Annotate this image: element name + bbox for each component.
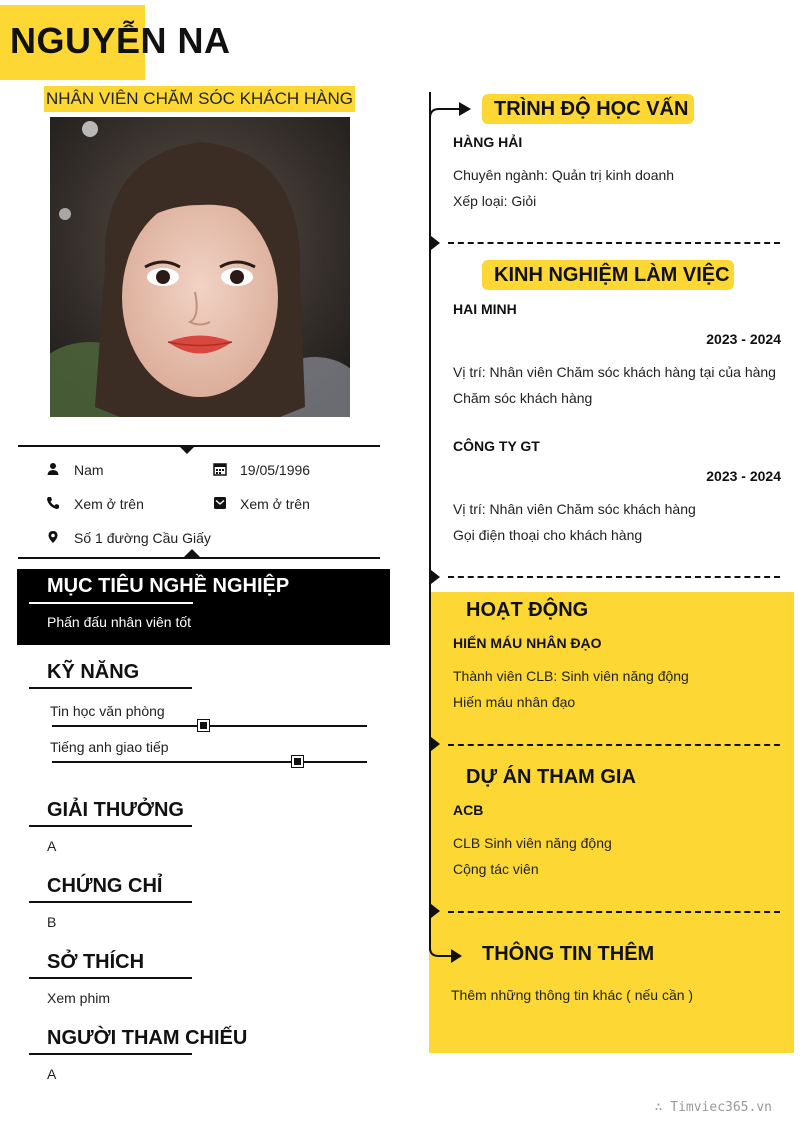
profile-photo-illustration xyxy=(50,117,350,417)
education-major: Chuyên ngành: Quản trị kinh doanh xyxy=(453,167,675,183)
references-text: A xyxy=(47,1066,57,1082)
job-position: Vị trí: Nhân viên Chăm sóc khách hàng tại của hàng xyxy=(453,364,776,380)
contact-birthday: 19/05/1996 xyxy=(240,462,311,478)
extra-text: Thêm những thông tin khác ( nếu cần ) xyxy=(451,987,694,1003)
contact-top-divider xyxy=(18,445,380,447)
user-icon xyxy=(46,462,60,476)
projects-line: CLB Sinh viên năng động xyxy=(453,835,612,851)
timeline-marker xyxy=(431,236,440,250)
skills-title: KỸ NĂNG xyxy=(47,661,140,683)
section-divider xyxy=(448,576,780,578)
references-title: NGƯỜI THAM CHIẾU xyxy=(47,1027,248,1049)
section-divider xyxy=(448,242,780,244)
objective-text: Phấn đấu nhân viên tốt xyxy=(47,614,192,630)
activities-line: Thành viên CLB: Sinh viên năng động xyxy=(453,668,689,684)
timeline-marker xyxy=(431,904,440,918)
timeline-marker xyxy=(431,737,440,751)
phone-icon xyxy=(46,496,60,510)
education-school: HÀNG HẢI xyxy=(453,134,523,150)
projects-name: ACB xyxy=(453,802,484,818)
map-pin-icon xyxy=(46,530,60,544)
extra-title: THÔNG TIN THÊM xyxy=(482,943,655,965)
activities-title: HOẠT ĐỘNG xyxy=(466,599,589,621)
contact-top-arrow xyxy=(179,446,195,454)
contact-email: Xem ở trên xyxy=(240,496,310,512)
awards-text: A xyxy=(47,838,57,854)
hobbies-title: SỞ THÍCH xyxy=(47,951,145,973)
skill-name: Tiếng anh giao tiếp xyxy=(50,739,169,755)
job-description: Gọi điện thoại cho khách hàng xyxy=(453,527,643,543)
job-years: 2023 - 2024 xyxy=(706,331,781,347)
contact-bottom-divider xyxy=(18,557,380,559)
certificates-title: CHỨNG CHỈ xyxy=(47,875,163,897)
section-divider xyxy=(448,911,780,913)
projects-line: Cộng tác viên xyxy=(453,861,539,877)
references-title-underline xyxy=(29,1053,192,1055)
experience-title: KINH NGHIỆM LÀM VIỆC xyxy=(494,264,730,286)
certificates-text: B xyxy=(47,914,57,930)
education-rank: Xếp loại: Giỏi xyxy=(453,193,537,209)
skill-bar-knob xyxy=(198,720,209,731)
skills-title-underline xyxy=(29,687,192,689)
contact-bottom-arrow xyxy=(184,549,200,557)
objective-title-underline xyxy=(29,602,193,604)
watermark: ∴ Timviec365.vn xyxy=(654,1100,772,1115)
timeline-line xyxy=(429,92,431,950)
hobbies-title-underline xyxy=(29,977,192,979)
education-title: TRÌNH ĐỘ HỌC VẤN xyxy=(494,98,689,120)
job-company: HAI MINH xyxy=(453,301,517,317)
timeline-arrow-icon xyxy=(429,930,465,964)
envelope-icon xyxy=(213,496,227,510)
contact-address: Số 1 đường Cầu Giấy xyxy=(74,530,211,546)
projects-title: DỰ ÁN THAM GIA xyxy=(466,766,636,788)
hobbies-text: Xem phim xyxy=(47,990,111,1006)
activities-line: Hiến máu nhân đạo xyxy=(453,694,576,710)
profile-photo xyxy=(50,117,350,417)
activities-panel xyxy=(429,592,794,1053)
section-divider xyxy=(448,744,780,746)
skill-bar-track xyxy=(52,761,367,763)
job-company: CÔNG TY GT xyxy=(453,438,540,454)
activities-name: HIẾN MÁU NHÂN ĐẠO xyxy=(453,635,602,651)
skill-name: Tin học văn phòng xyxy=(50,703,165,719)
contact-gender: Nam xyxy=(74,462,104,478)
timeline-arrow-icon xyxy=(429,98,473,122)
skill-bar-knob xyxy=(292,756,303,767)
awards-title: GIẢI THƯỞNG xyxy=(47,799,184,821)
objective-title: MỤC TIÊU NGHỀ NGHIỆP xyxy=(47,575,290,597)
job-position: Vị trí: Nhân viên Chăm sóc khách hàng xyxy=(453,501,696,517)
job-description: Chăm sóc khách hàng xyxy=(453,390,593,406)
calendar-icon xyxy=(213,462,227,476)
skill-bar-track xyxy=(52,725,367,727)
job-years: 2023 - 2024 xyxy=(706,468,781,484)
certificates-title-underline xyxy=(29,901,192,903)
awards-title-underline xyxy=(29,825,192,827)
job-title: NHÂN VIÊN CHĂM SÓC KHÁCH HÀNG xyxy=(44,86,355,112)
contact-phone: Xem ở trên xyxy=(74,496,144,512)
timeline-marker xyxy=(431,570,440,584)
candidate-name: NGUYỄN NA xyxy=(10,20,231,61)
